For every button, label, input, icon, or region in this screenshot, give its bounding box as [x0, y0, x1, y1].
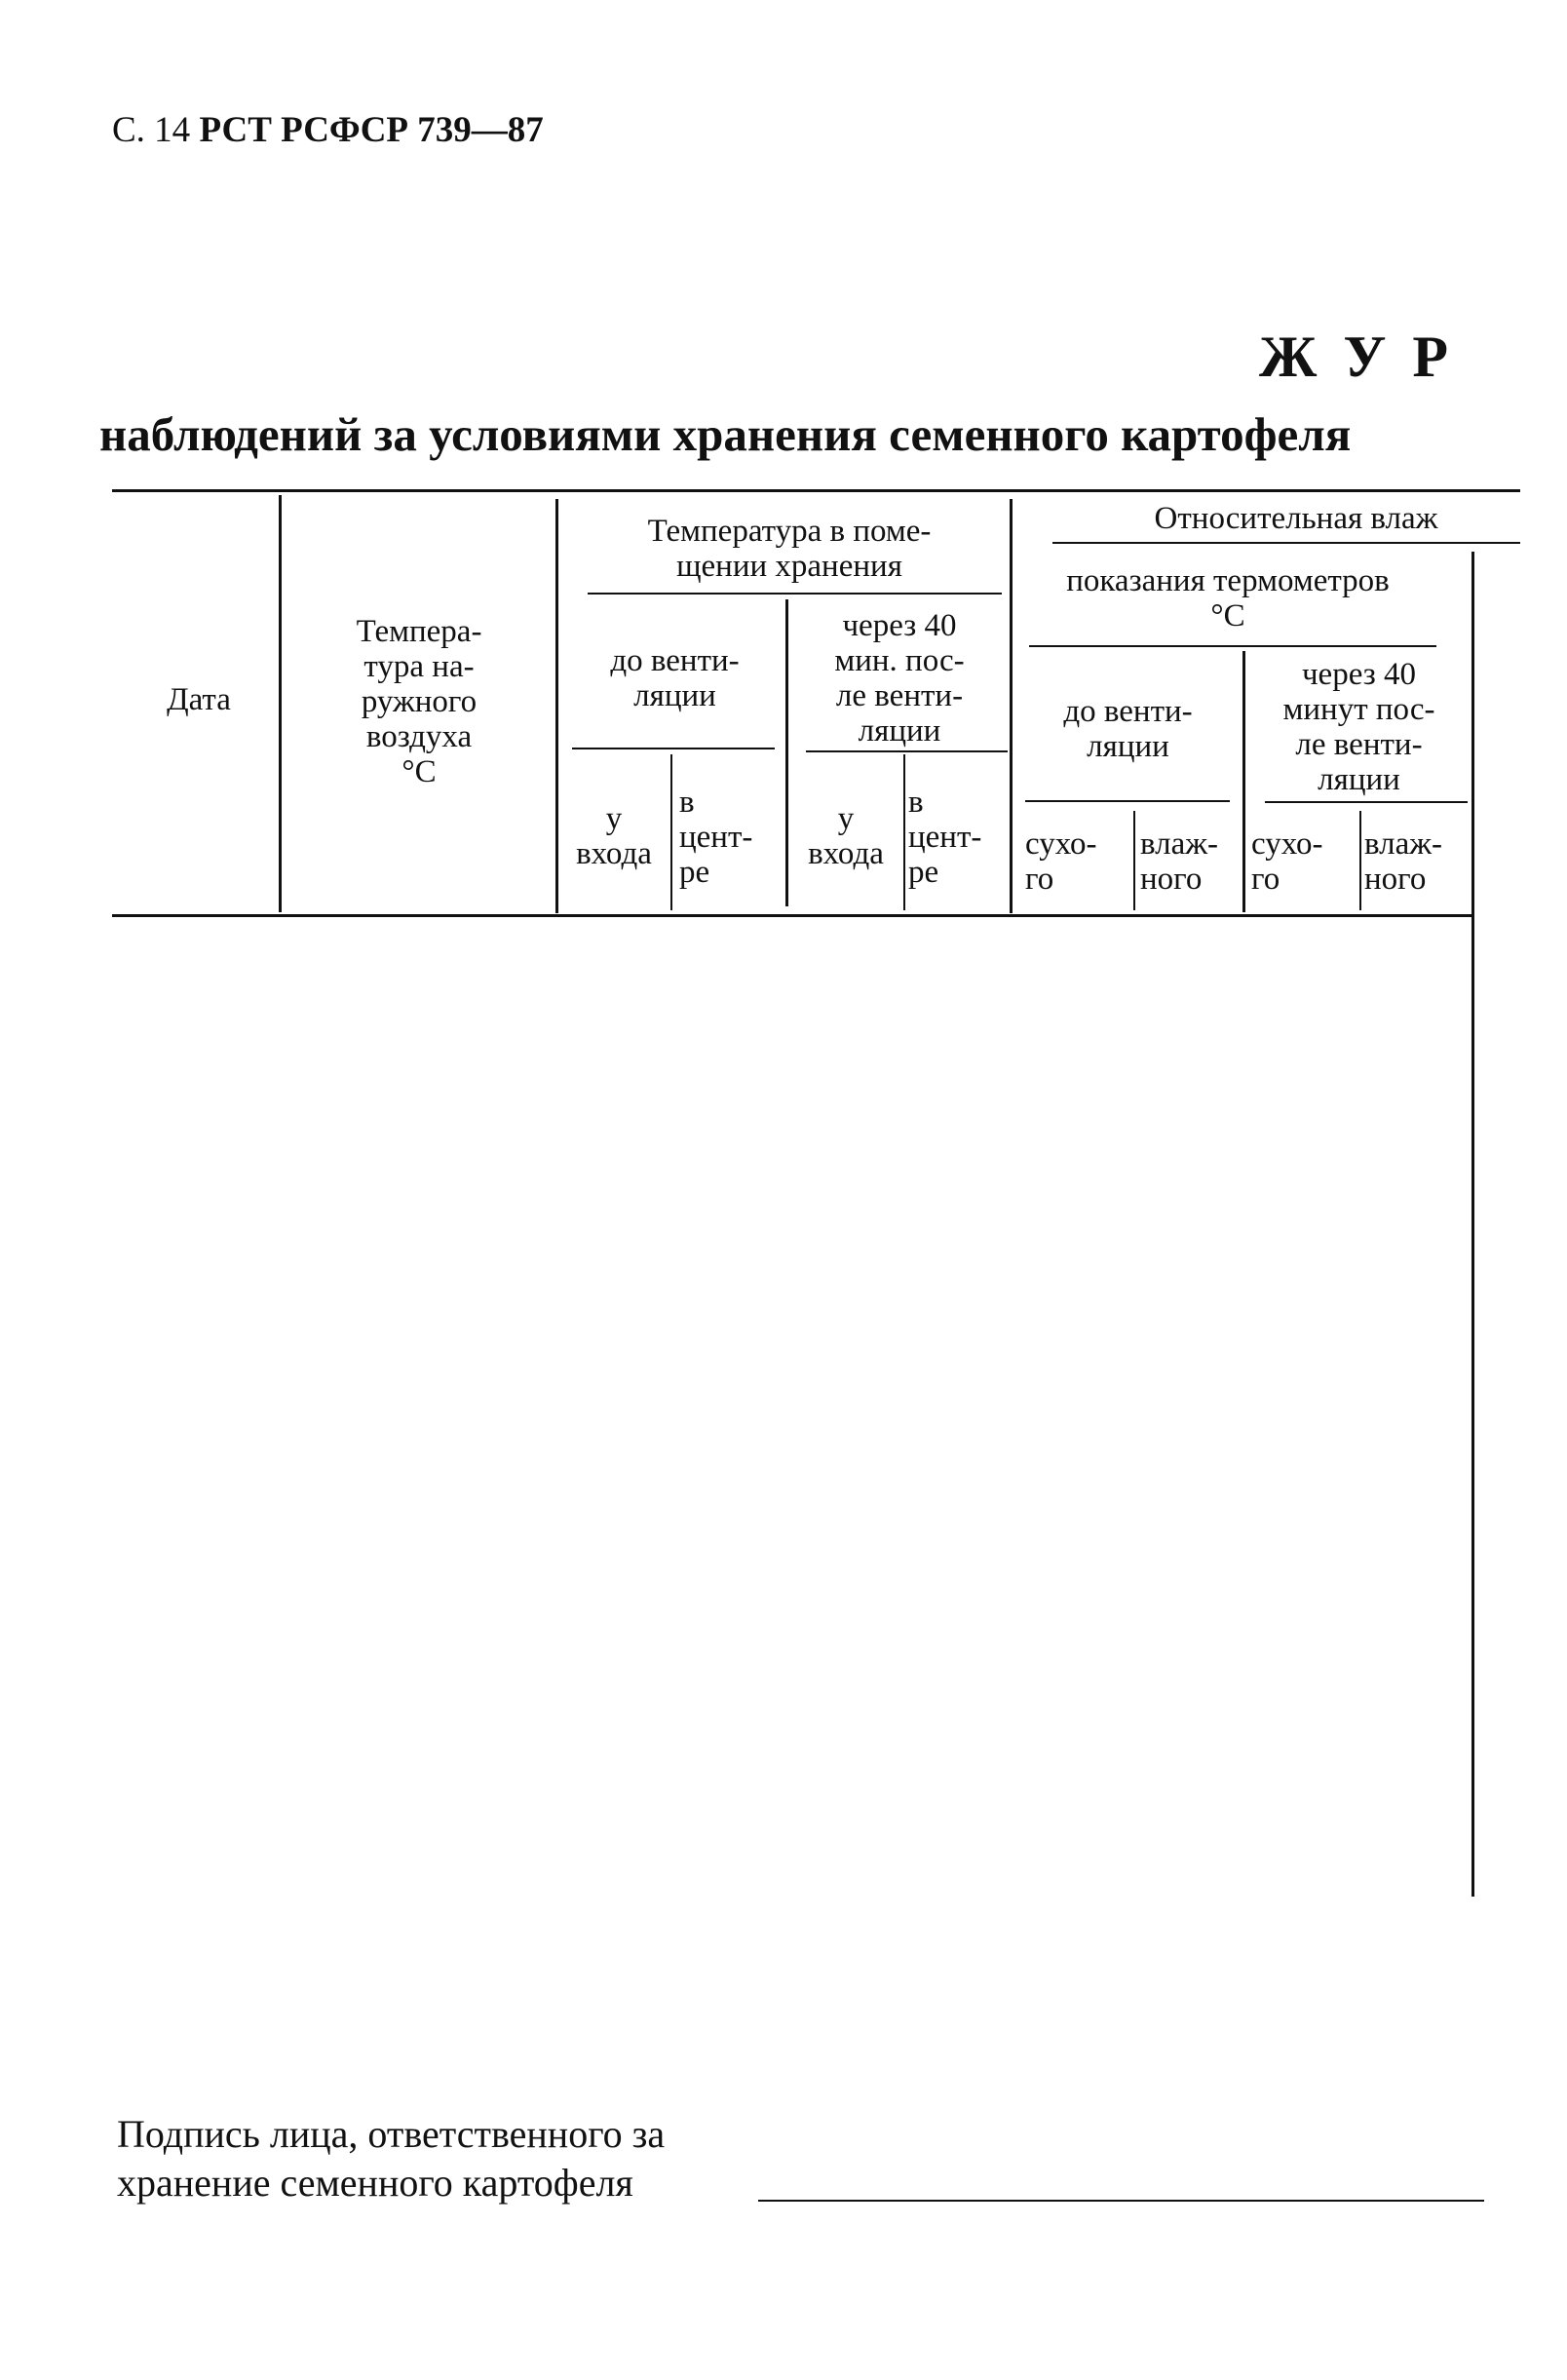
divider-humidity-before-after [1242, 651, 1245, 912]
table-top-rule [112, 489, 1520, 492]
document-title: Ж У Р [1259, 325, 1455, 389]
document-subtitle: наблюдений за условиями хранения семенного картофеля [99, 407, 1352, 461]
column-header-outdoor-temperature: Темпера- тура на- ружного воздуха °С [356, 614, 482, 789]
storage-group-rule [588, 593, 1002, 595]
subheader-after-40-min: через 40 мин. пос- ле венти- ляции [834, 608, 965, 749]
subheader-before-ventilation: до венти- ляции [610, 643, 740, 713]
column-header-in-center-2: в цент- ре [908, 785, 982, 890]
table-header-bottom-rule [112, 914, 1471, 917]
subheader-humidity-before-ventilation: до венти- ляции [1063, 694, 1193, 764]
column-header-wet-2: влаж- ного [1364, 826, 1443, 897]
signature-label: Подпись лица, ответственного за хранение семенного картофеля [117, 2112, 666, 2205]
divider-date [279, 495, 282, 912]
column-header-at-entrance-1: у входа [576, 801, 652, 871]
column-header-date: Дата [167, 682, 231, 717]
thermometer-rule [1029, 645, 1436, 647]
divider-entrance-1 [670, 754, 672, 910]
divider-dry-wet-1 [1133, 811, 1135, 910]
divider-dry-wet-2 [1359, 811, 1361, 910]
subheader-humidity-after-40-min: через 40 минут пос- ле венти- ляции [1282, 657, 1435, 797]
column-header-wet-1: влаж- ного [1140, 826, 1219, 897]
humidity-after-rule [1265, 801, 1468, 803]
divider-outdoor [555, 499, 558, 913]
standard-code: РСТ РСФСР 739—87 [199, 110, 544, 150]
before-vent-rule [572, 748, 775, 749]
group-header-storage-temperature: Температура в поме- щении хранения [647, 514, 932, 584]
divider-before-after [785, 599, 788, 906]
humidity-group-rule [1052, 542, 1520, 544]
column-header-dry-2: сухо- го [1251, 826, 1323, 897]
page-header [112, 109, 544, 151]
column-header-in-center-1: в цент- ре [679, 785, 753, 890]
column-header-dry-1: сухо- го [1025, 826, 1097, 897]
subheader-thermometer-readings: показания термометров °С [1066, 563, 1390, 633]
page-number: С. 14 [112, 110, 200, 150]
divider-storage-humidity [1010, 499, 1013, 913]
humidity-before-rule [1025, 800, 1230, 802]
divider-entrance-2 [903, 754, 905, 910]
group-header-relative-humidity: Относительная влаж [1154, 501, 1438, 536]
after-vent-rule [806, 750, 1008, 752]
signature-line [758, 2200, 1484, 2202]
table-right-border [1471, 552, 1474, 1897]
column-header-at-entrance-2: у входа [808, 801, 884, 871]
